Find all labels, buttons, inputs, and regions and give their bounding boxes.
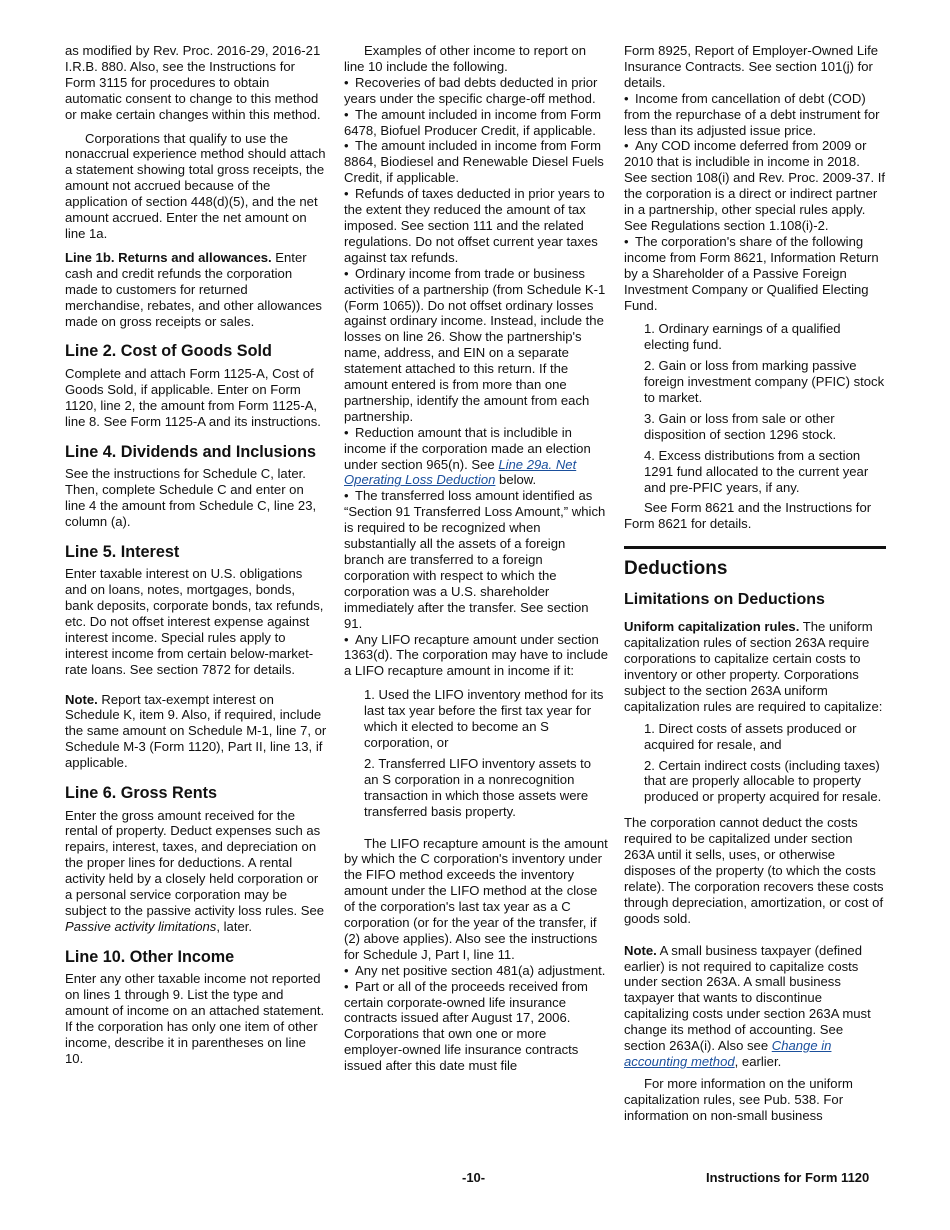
numbered-item: 2. Transferred LIFO inventory assets to an S corporation in a nonrecognition transaction in which those assets were transferred basis property.: [364, 755, 592, 819]
note-body: , earlier.: [734, 1053, 782, 1069]
note-body: A small business taxpayer (defined earlier) is not required to capitalize costs under section 263A. A small business taxpayer that wants to discontinue capitalizing costs under section 263A must change its method of accounting. See section 263A(i). Also see: [624, 942, 871, 1054]
section-heading-line-5: Line 5. Interest: [65, 542, 180, 561]
bullet-icon: •: [344, 424, 349, 440]
paragraph: as modified by Rev. Proc. 2016-29, 2016-21 I.R.B. 880. Also, see the Instructions for Form 3115 for procedures to obtain automatic consent to change to this method or make certain changes within this method.: [65, 43, 321, 122]
paragraph: See the instructions for Schedule C, later. Then, complete Schedule C and enter on line 4 the amount from Schedule C, line 23, column (a).: [65, 466, 317, 529]
unicap-paragraph: [624, 619, 886, 714]
bullet-icon: •: [344, 265, 349, 281]
note: [65, 692, 327, 772]
section-heading-deductions: Deductions: [624, 558, 728, 580]
list-item: [344, 488, 608, 631]
numbered-item: 3. Gain or loss from sale or other disposition of section 1296 stock.: [644, 410, 837, 442]
bullet-icon: •: [624, 233, 629, 249]
bullet-icon: •: [344, 488, 349, 504]
paragraph: Corporations that qualify to use the nonaccrual experience method should attach a statement showing total gross receipts, the amount not accrued because of the application of section 448(d)(5), and the net amount accrued. Enter the net amount on line 1a.: [65, 130, 326, 241]
paragraph: Enter any other taxable income not reported on lines 1 through 9. List the type and amount of income on an attached statement. If the corporation has only one item of other income, describe it in parentheses on line 10.: [65, 971, 325, 1066]
line-6-body: [65, 808, 327, 935]
bullet-text: The transferred loss amount identified as “Section 91 Transferred Loss Amount,” which is required to be recognized when substantially all the assets of a foreign branch are transferred to a foreign corporation with respect to which the corporation was a U.S. shareholder immediately after the transfer. See section 91.: [344, 488, 606, 631]
subheading-limitations: Limitations on Deductions: [624, 591, 825, 609]
bullet-text: Any LIFO recapture amount under section 1363(d). The corporation may have to include a LIFO recapture amount in income if it:: [344, 631, 608, 679]
bullet-icon: •: [344, 631, 349, 647]
note: [624, 943, 886, 1070]
bullet-icon: •: [344, 74, 349, 90]
paragraph: Complete and attach Form 1125-A, Cost of Goods Sold, if applicable. Enter on Form 1120, line 2, the amount from Form 1125-A, line 8. See Form 1125-A and its instructions.: [65, 365, 321, 429]
bullet-icon: •: [344, 186, 349, 202]
bullet-icon: •: [624, 138, 629, 154]
section-heading-line-6: Line 6. Gross Rents: [65, 784, 218, 803]
paragraph: Form 8925, Report of Employer-Owned Life Insurance Contracts. See section 101(j) for details.: [624, 43, 878, 90]
numbered-item: 2. Certain indirect costs (including taxes) that are properly allocable to property produced or property acquired for resale.: [644, 757, 882, 805]
section-heading-line-10: Line 10. Other Income: [65, 947, 235, 966]
list-item: [624, 234, 886, 314]
link-change-in-accounting-method[interactable]: Change in accounting method: [624, 1038, 832, 1069]
note-body: Report tax-exempt interest on Schedule K, item 9. Also, if required, include the same amount on Schedule M-1, line 7, or Schedule M-3 (Form 1120), Part II, line 13, if applicable.: [65, 691, 327, 771]
numbered-item: 1. Direct costs of assets produced or acquired for resale, and: [644, 720, 857, 752]
bullet-text: The amount included in income from Form 6478, Biofuel Producer Credit, if applicable.: [344, 106, 601, 138]
line-1b-body: Enter cash and credit refunds the corporation made to customers for returned merchandise, rebates, and other allowances made on gross receipts or sales.: [65, 249, 322, 329]
list-item: [344, 963, 608, 979]
italic-ref: Passive activity limitations: [65, 918, 217, 934]
bullet-text: Income from cancellation of debt (COD) from the repurchase of a debt instrument for less than its adjusted issue price.: [624, 90, 880, 138]
column-1: [65, 43, 327, 1075]
paragraph: The corporation cannot deduct the costs required to be capitalized under section 263A until it sells, uses, or otherwise disposes of the property (to which the costs relate). The corporation recovers these costs through depreciation, amortization, or cost of goods sold.: [624, 815, 884, 926]
list-item: [624, 91, 886, 139]
bullet-icon: •: [344, 106, 349, 122]
paragraph: See Form 8621 and the Instructions for Form 8621 for details.: [624, 500, 872, 532]
list-item: [344, 979, 608, 1074]
section-heading-line-4: Line 4. Dividends and Inclusions: [65, 442, 316, 461]
note-label: Note.: [65, 691, 98, 707]
list-item: [344, 632, 608, 680]
unicap-body: The uniform capitalization rules of section 263A require corporations to capitalize certain costs to inventory or other property. Corporations subject to the section 263A uniform capitalization rules are required to capitalize:: [624, 619, 883, 714]
bullet-text: The corporation's share of the following income from Form 8621, Information Return by a Shareholder of a Passive Foreign Investment Company or Qualified Electing Fund.: [624, 233, 879, 313]
list-item: [344, 186, 608, 266]
page-number: -10-: [462, 1170, 486, 1185]
section-divider: [624, 546, 886, 549]
numbered-item: 1. Used the LIFO inventory method for its last tax year before the first tax year for which it elected to become an S corporation, or: [364, 687, 604, 750]
bullet-icon: •: [624, 90, 629, 106]
bullet-text: Any COD income deferred from 2009 or 2010 that is includible in income in 2018. See section 108(i) and Rev. Proc. 2009-37. If the corporation is a direct or indirect partner in a partnership, other special rules apply. See Regulations section 1.108(i)-2.: [624, 138, 886, 233]
bullet-icon: •: [344, 138, 349, 154]
bullet-text: Refunds of taxes deducted in prior years to the extent they reduced the amount of tax imposed. See section 111 and the related regulations. Do not offset current year taxes against tax refunds.: [344, 186, 605, 265]
line-1b-heading: Line 1b. Returns and allowances.: [65, 249, 272, 265]
column-3: [624, 43, 886, 1132]
link-line-29a[interactable]: Line 29a. Net Operating Loss Deduction: [344, 456, 577, 488]
paragraph: For more information on the uniform capitalization rules, see Pub. 538. For information on non-small business: [624, 1075, 853, 1123]
bullet-icon: •: [344, 962, 349, 978]
numbered-item: 1. Ordinary earnings of a qualified electing fund.: [644, 321, 841, 353]
bullet-text: Any net positive section 481(a) adjustment.: [355, 962, 606, 978]
list-item: [624, 138, 886, 233]
bullet-text: The amount included in income from Form 8864, Biodiesel and Renewable Diesel Fuels Credit, if applicable.: [344, 138, 604, 186]
bullet-icon: •: [344, 978, 349, 994]
text: , later.: [216, 918, 253, 934]
paragraph: Examples of other income to report on line 10 include the following.: [344, 43, 586, 74]
section-heading-line-2: Line 2. Cost of Goods Sold: [65, 342, 272, 361]
bullet-text: Recoveries of bad debts deducted in prior years under the specific charge-off method.: [344, 74, 598, 106]
footer-title: Instructions for Form 1120: [706, 1170, 870, 1185]
unicap-heading: Uniform capitalization rules.: [624, 619, 800, 635]
paragraph: The LIFO recapture amount is the amount by which the C corporation's inventory under the FIFO method exceeds the inventory amount under the LIFO method at the close of the corporation's last tax year as a C corporation (or for the year of the transfer, if (2) above applies). Also see the instructions for Schedule J, Part I, line 11.: [344, 835, 608, 962]
numbered-item: 2. Gain or loss from marking passive foreign investment company (PFIC) stock to market.: [644, 358, 885, 406]
bullet-text: Reduction amount that is includible in income if the corporation made an election under section 965(n). See: [344, 424, 591, 472]
list-item: [344, 75, 608, 107]
list-item: [344, 107, 608, 139]
numbered-item: 4. Excess distributions from a section 1291 fund allocated to the current year and pre-PFIC years, if any.: [644, 447, 869, 495]
bullet-text: Ordinary income from trade or business activities of a partnership (from Schedule K-1 (Form 1065)). Do not offset ordinary losses against ordinary income. Instead, include the losses on line 26. Show the partnership's name, address, and EIN on a separate statement attached to this return. If the amount entered is from more than one partnership, identify the amount from each partnership.: [344, 265, 606, 424]
text: Enter the gross amount received for the rental of property. Deduct expenses such as repairs, interest, taxes, and depreciation on the proper lines for deductions. A rental activity held by a closely held corporation or a personal service corporation may be subject to the passive activity loss rules. See: [65, 807, 325, 918]
paragraph: Enter taxable interest on U.S. obligations and on loans, notes, mortgages, bonds, bank deposits, corporate bonds, tax refunds, etc. Do not offset interest expense against interest income. Special rules apply to interest income from certain below-market-rate loans. See section 7872 for details.: [65, 566, 324, 677]
note-label: Note.: [624, 942, 657, 958]
bullet-text: below.: [495, 472, 537, 488]
list-item: [344, 425, 608, 489]
list-item: [344, 138, 608, 186]
bullet-text: Part or all of the proceeds received from certain corporate-owned life insurance contracts issued after August 17, 2006. Corporations that own one or more employer-owned life insurance contracts issued after this date must file: [344, 978, 588, 1074]
list-item: [344, 266, 608, 425]
column-2: [344, 43, 608, 1074]
line-1b-section: [65, 250, 327, 330]
